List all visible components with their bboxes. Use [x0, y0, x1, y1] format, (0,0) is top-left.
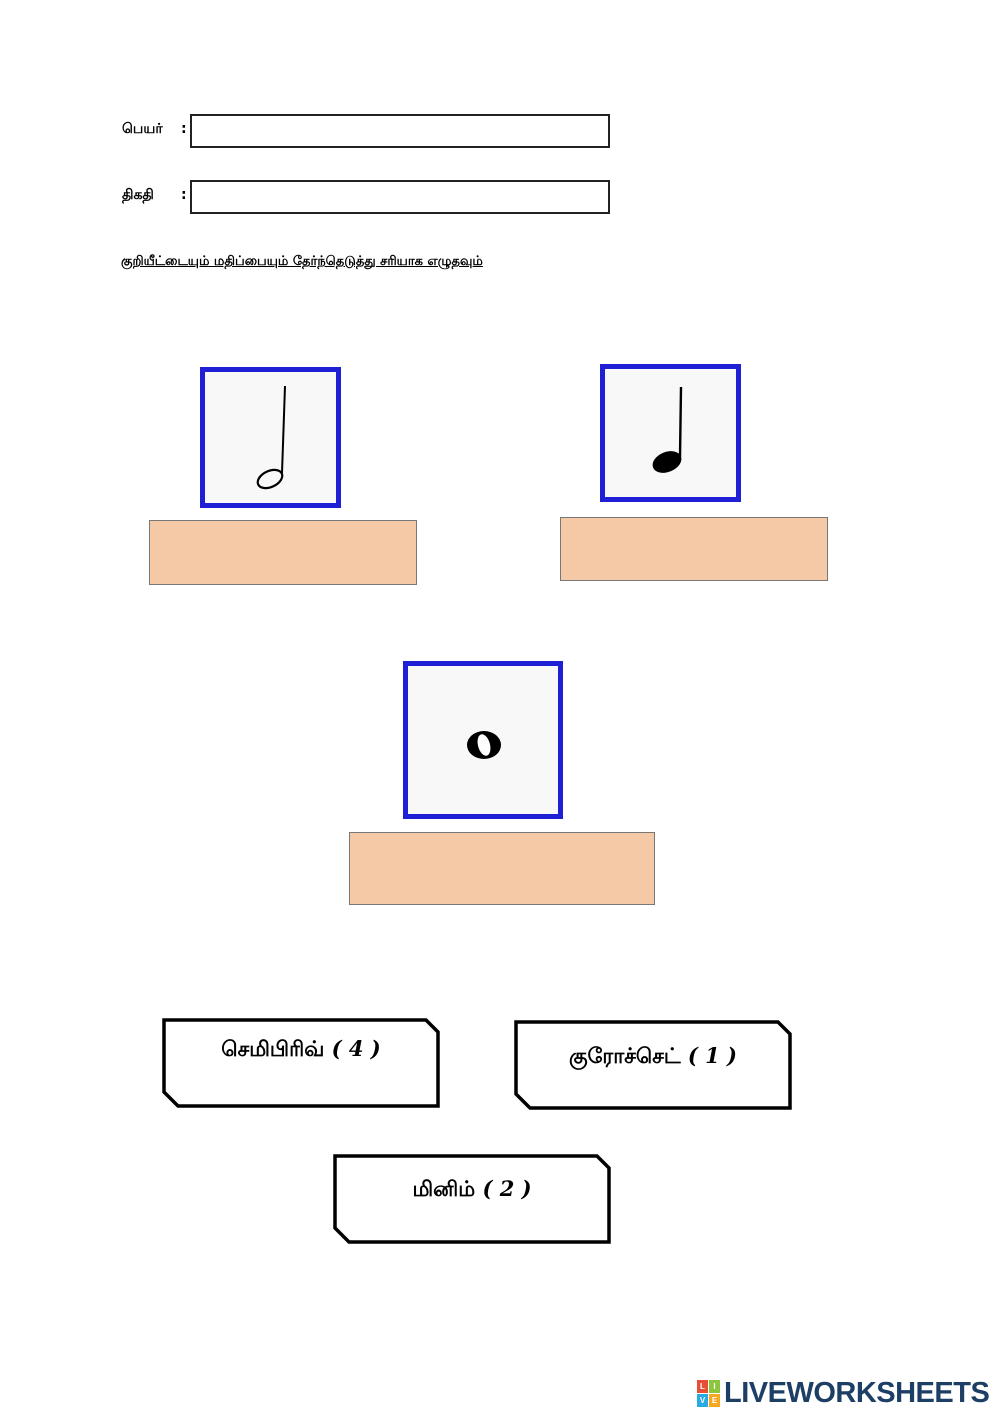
note-card-3	[403, 661, 563, 819]
note-card-1	[200, 367, 341, 508]
date-label: திகதி	[122, 187, 154, 203]
option-name: குரோச்செட்	[568, 1043, 681, 1068]
half-note-icon	[205, 372, 336, 503]
option-card-semibreve[interactable]	[162, 1018, 440, 1108]
option-value: ( 4 )	[331, 1036, 381, 1061]
option-card-minim[interactable]	[333, 1154, 611, 1244]
option-name: செமிபிரிவ்	[221, 1036, 325, 1061]
name-label: பெயர்	[122, 121, 163, 137]
date-input[interactable]	[190, 180, 610, 214]
name-input[interactable]	[190, 114, 610, 148]
liveworksheets-logo	[697, 1377, 989, 1409]
whole-note-icon	[408, 666, 558, 814]
logo-mark-icon: L I V E	[697, 1379, 721, 1407]
answer-box-2[interactable]	[560, 517, 828, 581]
logo-text: LIVEWORKSHEETS	[724, 1376, 990, 1409]
date-colon: :	[181, 187, 187, 203]
note-card-2	[600, 364, 741, 502]
option-label-crotchet	[514, 1043, 792, 1071]
name-colon: :	[181, 121, 187, 137]
instruction-text: குறியீட்டையும் மதிப்பையும் தேர்ந்தெடுத்து சரியாக எழுதவும்	[121, 254, 483, 269]
option-label-minim	[333, 1176, 611, 1204]
quarter-note-icon	[605, 369, 736, 497]
answer-box-3[interactable]	[349, 832, 655, 905]
answer-box-1[interactable]	[149, 520, 417, 585]
option-card-crotchet[interactable]	[514, 1020, 792, 1110]
option-value: ( 2 )	[482, 1176, 532, 1201]
option-name: மினிம்	[412, 1176, 476, 1201]
option-value: ( 1 )	[687, 1043, 737, 1068]
option-label-semibreve	[162, 1036, 440, 1064]
